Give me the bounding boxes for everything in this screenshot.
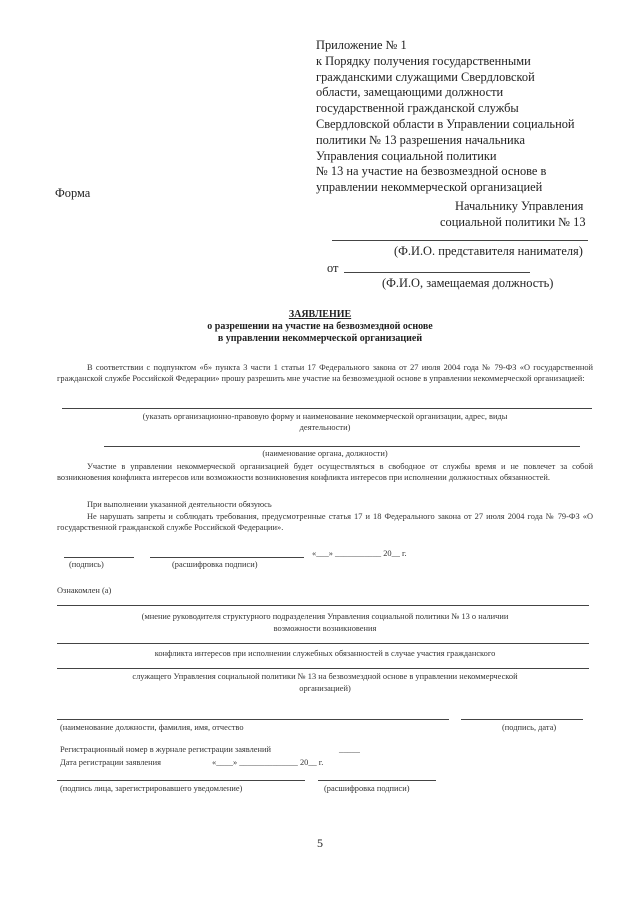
opinion-caption-4: служащего Управления социальной политики № 13 на безвозмездной основе в управлении некоммерческой (132, 672, 518, 681)
appendix-line: Приложение № 1 (316, 38, 407, 52)
approver-name-line[interactable] (57, 719, 449, 720)
acquainted-label: Ознакомлен (а) (57, 586, 112, 595)
from-label: от (327, 261, 339, 275)
appendix-line: политики № 13 разрешения начальника (316, 132, 525, 147)
title-sub1: о разрешении на участие на безвозмездной основе (207, 321, 433, 332)
title-sub2: в управлении некоммерческой организацией (217, 333, 423, 344)
registrar-caption: (подпись лица, зарегистрировавшего уведомление) (60, 784, 243, 793)
org-caption-1: (указать организационно-правовую форму и наименование некоммерческой организации, адрес, виды (142, 412, 508, 421)
appendix-line: Свердловской области в Управлении социальной (316, 116, 575, 131)
representative-caption: (Ф.И.О. представителя нанимателя) (394, 244, 583, 258)
date-field[interactable]: «___» ___________ 20__ г. (312, 549, 407, 558)
registration-number-field[interactable]: _____ (339, 745, 360, 754)
approver-signature-line[interactable] (461, 719, 583, 720)
document-title (0, 309, 640, 345)
appendix-line: государственной гражданской службы (316, 101, 519, 116)
appendix-line: управлении некоммерческой организацией (316, 180, 543, 195)
appendix-line: к Порядку получения государственными (316, 53, 531, 68)
intro-paragraph: В соответствии с подпунктом «б» пункта 3 части 1 статьи 17 Федерального закона от 27 июля 2004 года № 79-ФЗ «О государственной гражданской службе Российской Федерации» прошу разрешить мне участие на безвозмездной основе в управлении некоммерческой организацией: (57, 363, 593, 383)
opinion-caption-1: (мнение руководителя структурного подразделения Управления социальной политики № 13 о наличии (141, 612, 509, 621)
representative-name-line[interactable] (332, 240, 588, 241)
appendix-header (316, 38, 616, 196)
approver-signature-caption: (подпись, дата) (502, 723, 557, 732)
applicant-caption: (Ф.И.О, замещаемая должность) (382, 276, 554, 290)
free-time-paragraph: Участие в управлении некоммерческой организацией будет осуществляться в свободное от службы время и не повлечет за собой возникновения конфликта интересов или возможности возникновения конфликта интересов при исполнении должностных обязанностей. (57, 462, 593, 482)
appendix-line: № 13 на участие на безвозмездной основе в (316, 164, 547, 179)
opinion-caption-3: конфликта интересов при исполнении служебных обязанностей в случае участия гражданского (154, 649, 496, 658)
registrar-signature-line[interactable] (57, 780, 305, 781)
applicant-name-line[interactable] (344, 272, 530, 273)
opinion-caption-5: организацией) (299, 684, 351, 693)
form-label: Форма (55, 186, 91, 200)
addressee-line1: Начальнику Управления (455, 199, 584, 213)
signature-decode-line[interactable] (150, 557, 304, 558)
registration-number-label: Регистрационный номер в журнале регистрации заявлений (60, 745, 271, 754)
opinion-line-1[interactable] (57, 605, 589, 606)
appendix-line: области, замещающими должности (316, 85, 504, 100)
title-main: ЗАЯВЛЕНИЕ (288, 309, 352, 320)
addressee-line2: социальной политики № 13 (440, 215, 586, 229)
signature-caption: (подпись) (69, 560, 104, 569)
decode-caption: (расшифровка подписи) (172, 560, 258, 569)
appendix-line: Управления социальной политики (316, 148, 497, 163)
opinion-caption-2: возможности возникновения (273, 624, 377, 633)
opinion-line-2[interactable] (57, 643, 589, 644)
opinion-line-3[interactable] (57, 668, 589, 669)
appendix-line: гражданскими служащими Свердловской (316, 69, 535, 84)
org-caption-2: деятельности) (299, 423, 351, 432)
page-number: 5 (317, 836, 323, 850)
registration-date-field[interactable]: «____» ______________ 20__ г. (212, 758, 324, 767)
comply-paragraph: Не нарушать запреты и соблюдать требования, предусмотренные статья 17 и 18 Федерального закона от 27 июля 2004 года № 79-ФЗ «О государственной гражданской службе Российской Федерации». (57, 512, 593, 532)
position-caption: (наименование органа, должности) (262, 449, 388, 458)
organization-line[interactable] (62, 408, 592, 409)
registrar-decode-line[interactable] (318, 780, 436, 781)
approver-name-caption: (наименование должности, фамилия, имя, отчество (60, 723, 244, 732)
registrar-decode-caption: (расшифровка подписи) (324, 784, 410, 793)
signature-line[interactable] (64, 557, 134, 558)
registration-date-label: Дата регистрации заявления (60, 758, 161, 767)
oblige-paragraph: При выполнении указанной деятельности обязуюсь (87, 500, 272, 509)
position-line[interactable] (104, 446, 580, 447)
